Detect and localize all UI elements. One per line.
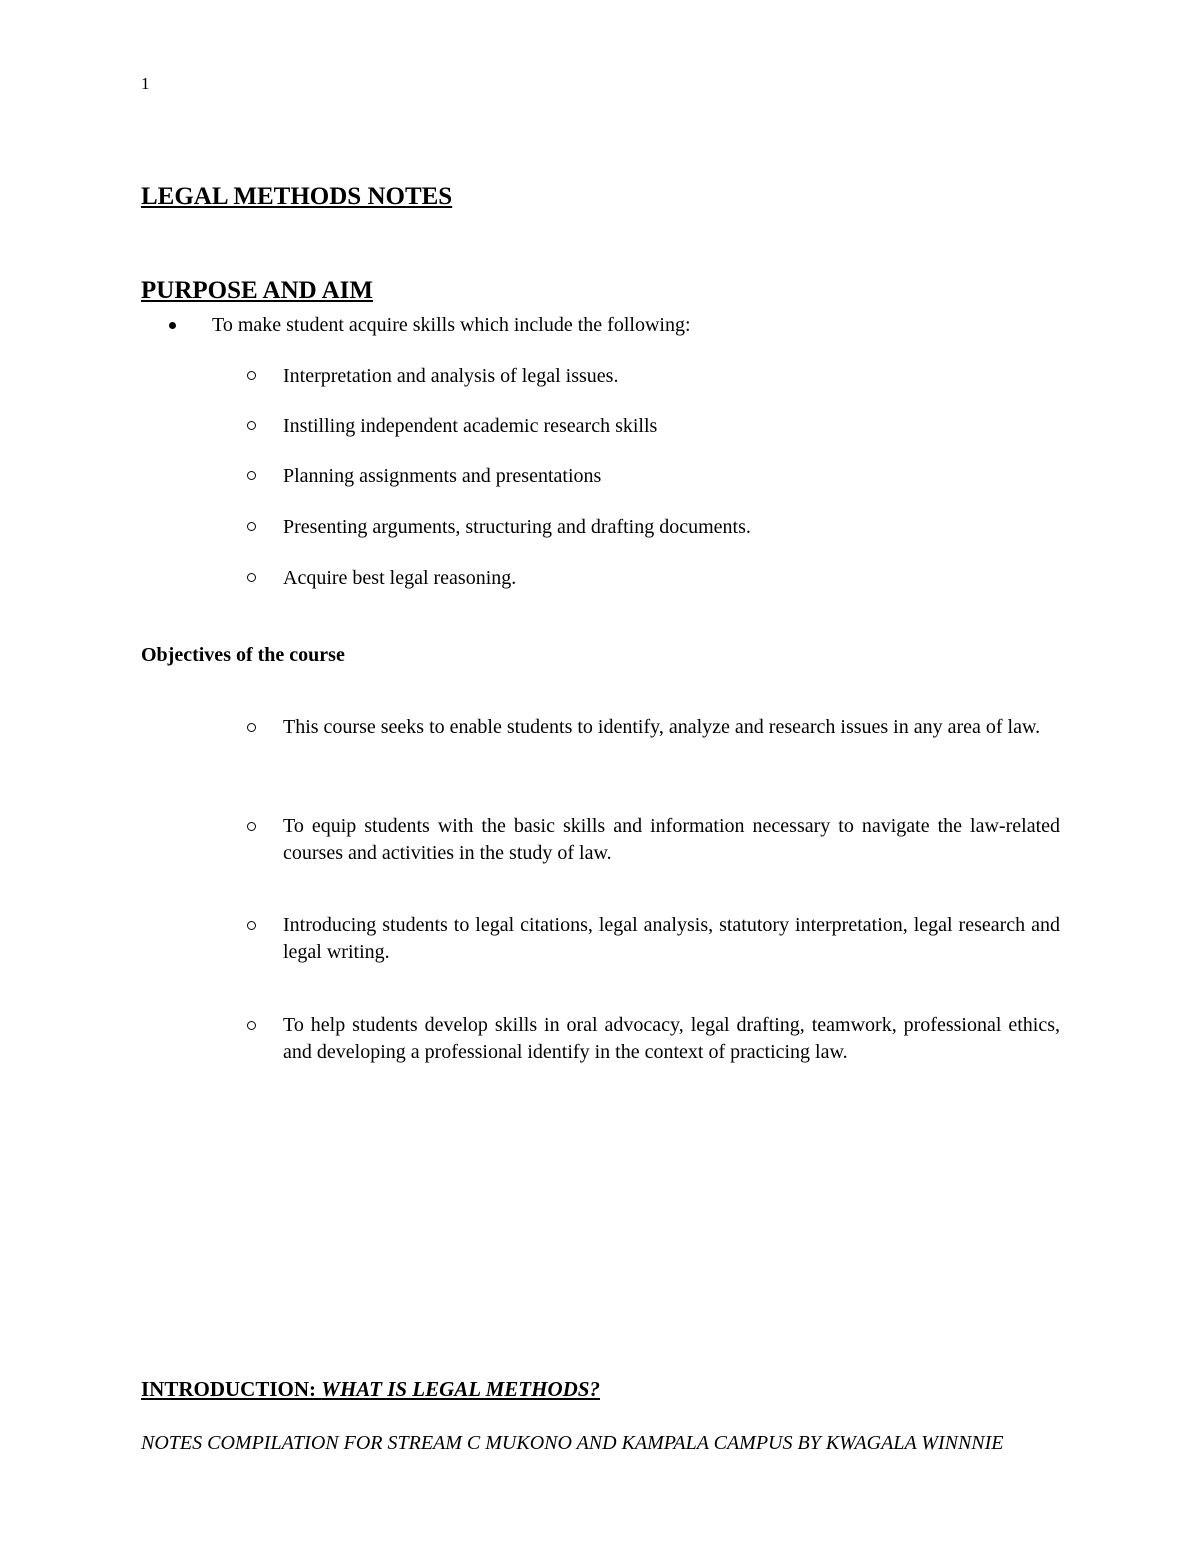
objective-item-text: To help students develop skills in oral advocacy, legal drafting, teamwork, professional ethics, and developing a professional identify in the context of practicing law. <box>283 1014 1060 1063</box>
circle-bullet-icon <box>247 522 256 531</box>
purpose-bullet-text: To make student acquire skills which include the following: <box>212 314 691 336</box>
circle-bullet-icon <box>247 723 256 732</box>
objective-item-text: This course seeks to enable students to identify, analyze and research issues in any area of law. <box>283 716 1041 738</box>
objective-item <box>247 912 1060 966</box>
introduction-question: WHAT IS LEGAL METHODS? <box>321 1377 600 1401</box>
circle-bullet-icon <box>247 573 256 582</box>
circle-bullet-icon <box>247 822 256 831</box>
purpose-item-text: Presenting arguments, structuring and drafting documents. <box>283 516 751 538</box>
objective-item-text: Introducing students to legal citations, legal analysis, statutory interpretation, legal research and legal writing. <box>283 914 1060 963</box>
objective-item <box>247 813 1060 867</box>
purpose-item-text: Instilling independent academic research skills <box>283 415 658 437</box>
circle-bullet-icon <box>247 471 256 480</box>
compilation-credit: NOTES COMPILATION FOR STREAM C MUKONO AND KAMPALA CAMPUS BY KWAGALA WINNNIE <box>141 1432 1004 1454</box>
purpose-item-text: Planning assignments and presentations <box>283 465 602 487</box>
circle-bullet-icon <box>247 371 256 380</box>
introduction-heading <box>141 1377 600 1402</box>
circle-bullet-icon <box>247 1021 256 1030</box>
page-number: 1 <box>141 74 150 93</box>
purpose-item-text: Interpretation and analysis of legal issues. <box>283 365 619 387</box>
objective-item <box>247 1012 1060 1066</box>
circle-bullet-icon <box>247 921 256 930</box>
objectives-heading: Objectives of the course <box>141 644 345 666</box>
purpose-item-text: Acquire best legal reasoning. <box>283 567 517 589</box>
introduction-label: INTRODUCTION: <box>141 1377 317 1401</box>
document-title: LEGAL METHODS NOTES <box>141 183 453 210</box>
purpose-heading: PURPOSE AND AIM <box>141 277 373 304</box>
circle-bullet-icon <box>247 421 256 430</box>
objective-item-text: To equip students with the basic skills and information necessary to navigate the law-related courses and activities in the study of law. <box>283 815 1060 864</box>
bullet-dot-icon <box>169 322 176 329</box>
objective-item <box>247 714 1060 741</box>
